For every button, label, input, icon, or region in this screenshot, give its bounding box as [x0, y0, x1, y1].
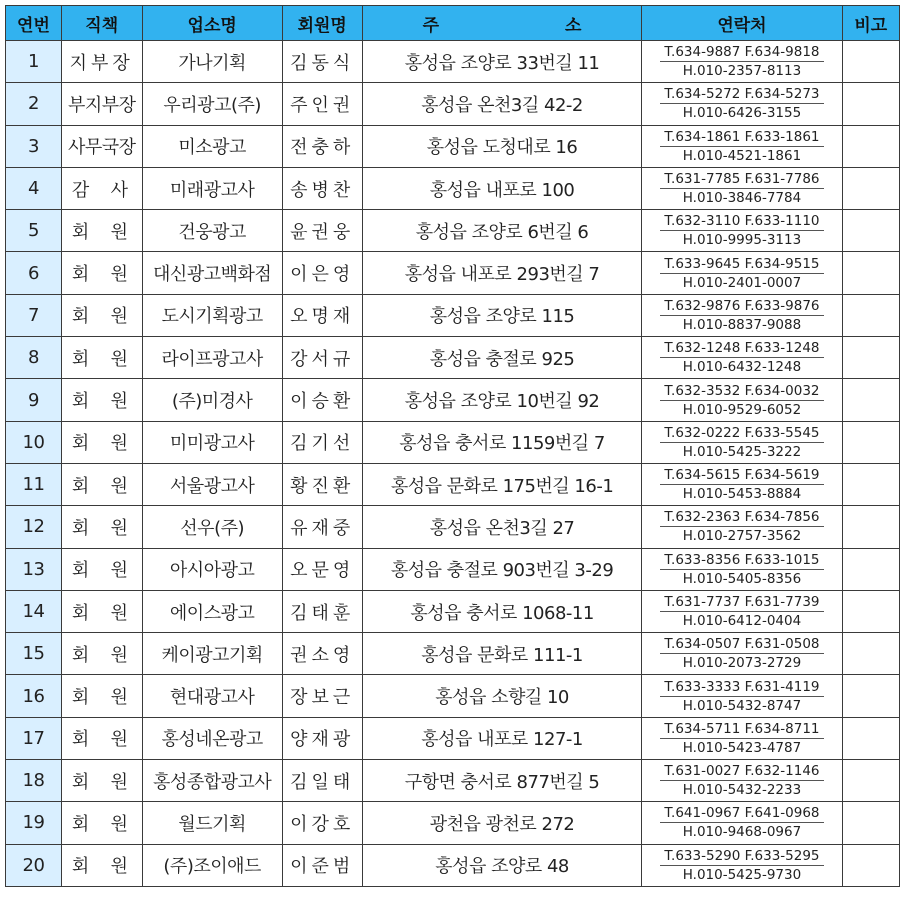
member-name: 이승환 — [282, 379, 362, 421]
header-row — [6, 6, 900, 41]
table-row — [6, 548, 900, 590]
position-char: 원 — [110, 856, 128, 878]
table-row — [6, 760, 900, 802]
table-row — [6, 337, 900, 379]
address: 홍성읍 충절로 925 — [362, 337, 642, 379]
contact-cell — [642, 802, 842, 844]
row-number: 7 — [6, 294, 62, 336]
address: 홍성읍 충서로 1159번길 7 — [362, 421, 642, 463]
mobile-phone: H.010-5432-2233 — [682, 782, 802, 799]
position-char: 회 — [71, 771, 89, 793]
address: 홍성읍 소향길 10 — [362, 675, 642, 717]
position-cell — [61, 802, 142, 844]
mobile-phone: H.010-6432-1248 — [682, 359, 802, 376]
position-text — [62, 260, 142, 286]
mobile-phone: H.010-2357-8113 — [682, 63, 802, 80]
contact-cell — [642, 717, 842, 759]
position-char: 사 — [110, 179, 128, 201]
address: 홍성읍 도청대로 16 — [362, 125, 642, 167]
position-char: 원 — [110, 221, 128, 243]
table-row — [6, 675, 900, 717]
member-name: 권소영 — [282, 633, 362, 675]
note — [842, 83, 900, 125]
table-row — [6, 41, 900, 83]
position-text — [62, 429, 142, 455]
row-number: 11 — [6, 463, 62, 505]
mobile-phone: H.010-3846-7784 — [682, 190, 802, 207]
position-char: 원 — [110, 306, 128, 328]
contact-cell — [642, 548, 842, 590]
member-directory — [5, 5, 900, 887]
member-name: 오문영 — [282, 548, 362, 590]
business-name: 가나기획 — [142, 41, 282, 83]
mobile-phone: H.010-5425-3222 — [682, 443, 802, 460]
phone-fax: T.633-8356 F.633-1015 — [660, 551, 823, 570]
phone-fax: T.634-0507 F.631-0508 — [660, 635, 823, 654]
position-text — [62, 768, 142, 794]
member-table — [5, 5, 900, 887]
phone-fax: T.631-7737 F.631-7739 — [660, 593, 823, 612]
phone-fax: T.633-5290 F.633-5295 — [660, 847, 823, 866]
business-name: 아시아광고 — [142, 548, 282, 590]
position-char: 회 — [71, 813, 89, 835]
row-number: 1 — [6, 41, 62, 83]
contact-cell — [642, 83, 842, 125]
member-name: 황진환 — [282, 463, 362, 505]
position-text — [62, 514, 142, 540]
position-cell — [61, 633, 142, 675]
position-cell — [61, 760, 142, 802]
note — [842, 41, 900, 83]
contact-cell — [642, 844, 842, 886]
position-char: 원 — [110, 391, 128, 413]
contact-cell — [642, 675, 842, 717]
row-number: 13 — [6, 548, 62, 590]
phone-fax: T.631-0027 F.632-1146 — [660, 762, 823, 781]
position-char: 회 — [71, 856, 89, 878]
address: 홍성읍 문화로 111-1 — [362, 633, 642, 675]
position-char: 원 — [110, 813, 128, 835]
position-char: 원 — [110, 729, 128, 751]
position-char: 원 — [110, 264, 128, 286]
position-cell — [61, 675, 142, 717]
header-contact: 연락처 — [642, 6, 842, 41]
business-name: 케이광고기획 — [142, 633, 282, 675]
note — [842, 294, 900, 336]
header-note: 비고 — [842, 6, 900, 41]
note — [842, 717, 900, 759]
position-cell — [61, 41, 142, 83]
address: 구항면 충서로 877번길 5 — [362, 760, 642, 802]
row-number: 8 — [6, 337, 62, 379]
mobile-phone: H.010-5423-4787 — [682, 739, 802, 756]
position-cell — [61, 844, 142, 886]
contact-cell — [642, 210, 842, 252]
position-text: 부지부장 — [67, 94, 136, 116]
row-number: 12 — [6, 506, 62, 548]
header-member: 회원명 — [282, 6, 362, 41]
phone-fax: T.633-9645 F.634-9515 — [660, 255, 823, 274]
table-row — [6, 802, 900, 844]
table-row — [6, 125, 900, 167]
address: 홍성읍 조양로 48 — [362, 844, 642, 886]
member-name: 전충하 — [282, 125, 362, 167]
row-number: 10 — [6, 421, 62, 463]
contact-cell — [642, 379, 842, 421]
position-text — [62, 176, 142, 202]
table-row — [6, 167, 900, 209]
mobile-phone: H.010-5453-8884 — [682, 486, 802, 503]
position-cell — [61, 717, 142, 759]
position-char: 회 — [71, 517, 89, 539]
contact-cell — [642, 633, 842, 675]
note — [842, 167, 900, 209]
table-row — [6, 83, 900, 125]
business-name: (주)조이애드 — [142, 844, 282, 886]
table-row — [6, 717, 900, 759]
table-row — [6, 252, 900, 294]
business-name: 라이프광고사 — [142, 337, 282, 379]
position-text — [62, 683, 142, 709]
note — [842, 590, 900, 632]
address: 홍성읍 조양로 6번길 6 — [362, 210, 642, 252]
position-cell — [61, 506, 142, 548]
mobile-phone: H.010-5425-9730 — [682, 866, 802, 883]
position-char: 회 — [71, 348, 89, 370]
table-row — [6, 506, 900, 548]
header-business: 업소명 — [142, 6, 282, 41]
member-name: 김태훈 — [282, 590, 362, 632]
position-char: 원 — [110, 475, 128, 497]
business-name: 에이스광고 — [142, 590, 282, 632]
member-name: 유재중 — [282, 506, 362, 548]
position-text — [62, 218, 142, 244]
position-text — [62, 852, 142, 878]
address: 홍성읍 조양로 33번길 11 — [362, 41, 642, 83]
member-name: 이강호 — [282, 802, 362, 844]
address: 홍성읍 문화로 175번길 16-1 — [362, 463, 642, 505]
mobile-phone: H.010-9468-0967 — [682, 824, 802, 841]
business-name: (주)미경사 — [142, 379, 282, 421]
position-char: 원 — [110, 517, 128, 539]
address: 홍성읍 충서로 1068-11 — [362, 590, 642, 632]
member-name: 이은영 — [282, 252, 362, 294]
position-char: 감 — [71, 179, 89, 201]
phone-fax: T.632-2363 F.634-7856 — [660, 508, 823, 527]
table-body — [6, 41, 900, 887]
table-row — [6, 210, 900, 252]
contact-cell — [642, 337, 842, 379]
business-name: 선우(주) — [142, 506, 282, 548]
position-text — [62, 387, 142, 413]
position-char: 회 — [71, 687, 89, 709]
contact-cell — [642, 506, 842, 548]
phone-fax: T.631-7785 F.631-7786 — [660, 170, 823, 189]
header-no: 연번 — [6, 6, 62, 41]
business-name: 미소광고 — [142, 125, 282, 167]
table-row — [6, 379, 900, 421]
member-name: 주인권 — [282, 83, 362, 125]
note — [842, 506, 900, 548]
member-name: 이준범 — [282, 844, 362, 886]
business-name: 도시기획광고 — [142, 294, 282, 336]
row-number: 18 — [6, 760, 62, 802]
note — [842, 379, 900, 421]
position-text — [62, 725, 142, 751]
position-cell — [61, 294, 142, 336]
position-text — [62, 641, 142, 667]
mobile-phone: H.010-5405-8356 — [682, 570, 802, 587]
phone-fax: T.632-3532 F.634-0032 — [660, 382, 823, 401]
address: 홍성읍 온천3길 42-2 — [362, 83, 642, 125]
address: 홍성읍 조양로 10번길 92 — [362, 379, 642, 421]
row-number: 3 — [6, 125, 62, 167]
row-number: 19 — [6, 802, 62, 844]
member-name: 김일태 — [282, 760, 362, 802]
table-row — [6, 463, 900, 505]
row-number: 15 — [6, 633, 62, 675]
position-char: 원 — [110, 687, 128, 709]
contact-cell — [642, 167, 842, 209]
position-char: 회 — [71, 221, 89, 243]
note — [842, 760, 900, 802]
note — [842, 210, 900, 252]
table-row — [6, 633, 900, 675]
row-number: 2 — [6, 83, 62, 125]
note — [842, 337, 900, 379]
contact-cell — [642, 421, 842, 463]
business-name: 월드기획 — [142, 802, 282, 844]
position-cell — [61, 463, 142, 505]
phone-fax: T.641-0967 F.641-0968 — [660, 804, 823, 823]
business-name: 홍성네온광고 — [142, 717, 282, 759]
mobile-phone: H.010-2073-2729 — [682, 655, 802, 672]
phone-fax: T.632-9876 F.633-9876 — [660, 297, 823, 316]
position-char: 회 — [71, 306, 89, 328]
business-name: 대신광고백화점 — [142, 252, 282, 294]
member-name: 송병찬 — [282, 167, 362, 209]
position-char: 회 — [71, 644, 89, 666]
position-char: 원 — [110, 433, 128, 455]
member-name: 오명재 — [282, 294, 362, 336]
header-address-label: 주 소 — [422, 15, 642, 36]
address: 홍성읍 온천3길 27 — [362, 506, 642, 548]
member-name: 김기선 — [282, 421, 362, 463]
address: 홍성읍 내포로 100 — [362, 167, 642, 209]
row-number: 6 — [6, 252, 62, 294]
row-number: 5 — [6, 210, 62, 252]
note — [842, 252, 900, 294]
member-name: 윤권웅 — [282, 210, 362, 252]
business-name: 미래광고사 — [142, 167, 282, 209]
position-char: 원 — [110, 644, 128, 666]
position-text — [62, 472, 142, 498]
address: 홍성읍 조양로 115 — [362, 294, 642, 336]
position-cell — [61, 379, 142, 421]
position-text: 지부장 — [69, 52, 134, 74]
phone-fax: T.634-5615 F.634-5619 — [660, 466, 823, 485]
contact-cell — [642, 41, 842, 83]
position-text — [62, 345, 142, 371]
address: 광천읍 광천로 272 — [362, 802, 642, 844]
phone-fax: T.634-1861 F.633-1861 — [660, 128, 823, 147]
business-name: 서울광고사 — [142, 463, 282, 505]
position-cell — [61, 125, 142, 167]
position-text — [62, 599, 142, 625]
note — [842, 421, 900, 463]
position-char: 회 — [71, 602, 89, 624]
position-cell — [61, 421, 142, 463]
phone-fax: T.634-9887 F.634-9818 — [660, 43, 823, 62]
phone-fax: T.632-0222 F.633-5545 — [660, 424, 823, 443]
row-number: 9 — [6, 379, 62, 421]
mobile-phone: H.010-2401-0007 — [682, 274, 802, 291]
contact-cell — [642, 125, 842, 167]
member-name: 양재광 — [282, 717, 362, 759]
row-number: 16 — [6, 675, 62, 717]
position-text — [62, 302, 142, 328]
contact-cell — [642, 252, 842, 294]
mobile-phone: H.010-2757-3562 — [682, 528, 802, 545]
position-char: 회 — [71, 264, 89, 286]
phone-fax: T.632-1248 F.633-1248 — [660, 339, 823, 358]
note — [842, 463, 900, 505]
business-name: 우리광고(주) — [142, 83, 282, 125]
table-row — [6, 590, 900, 632]
position-char: 회 — [71, 391, 89, 413]
mobile-phone: H.010-9995-3113 — [682, 232, 802, 249]
note — [842, 125, 900, 167]
member-name: 김동식 — [282, 41, 362, 83]
header-position: 직책 — [61, 6, 142, 41]
contact-cell — [642, 463, 842, 505]
position-cell — [61, 210, 142, 252]
business-name: 건웅광고 — [142, 210, 282, 252]
mobile-phone: H.010-5432-8747 — [682, 697, 802, 714]
position-cell — [61, 252, 142, 294]
note — [842, 548, 900, 590]
position-char: 회 — [71, 560, 89, 582]
table-row — [6, 421, 900, 463]
row-number: 4 — [6, 167, 62, 209]
mobile-phone: H.010-9529-6052 — [682, 401, 802, 418]
note — [842, 802, 900, 844]
position-char: 원 — [110, 602, 128, 624]
contact-cell — [642, 294, 842, 336]
contact-cell — [642, 590, 842, 632]
position-cell — [61, 590, 142, 632]
position-text — [62, 810, 142, 836]
position-char: 원 — [110, 771, 128, 793]
position-char: 원 — [110, 560, 128, 582]
position-char: 회 — [71, 433, 89, 455]
phone-fax: T.634-5272 F.634-5273 — [660, 85, 823, 104]
business-name: 미미광고사 — [142, 421, 282, 463]
row-number: 17 — [6, 717, 62, 759]
position-cell — [61, 167, 142, 209]
position-char: 회 — [71, 729, 89, 751]
position-text — [62, 556, 142, 582]
position-char: 회 — [71, 475, 89, 497]
phone-fax: T.633-3333 F.631-4119 — [660, 678, 823, 697]
phone-fax: T.634-5711 F.634-8711 — [660, 720, 823, 739]
table-row — [6, 844, 900, 886]
row-number: 14 — [6, 590, 62, 632]
address: 홍성읍 충절로 903번길 3-29 — [362, 548, 642, 590]
business-name: 홍성종합광고사 — [142, 760, 282, 802]
business-name: 현대광고사 — [142, 675, 282, 717]
header-address — [362, 6, 642, 41]
table-row — [6, 294, 900, 336]
note — [842, 844, 900, 886]
position-cell — [61, 337, 142, 379]
mobile-phone: H.010-6426-3155 — [682, 105, 802, 122]
member-name: 강서규 — [282, 337, 362, 379]
note — [842, 633, 900, 675]
mobile-phone: H.010-4521-1861 — [682, 147, 802, 164]
row-number: 20 — [6, 844, 62, 886]
member-name: 장보근 — [282, 675, 362, 717]
phone-fax: T.632-3110 F.633-1110 — [660, 212, 823, 231]
address: 홍성읍 내포로 293번길 7 — [362, 252, 642, 294]
mobile-phone: H.010-8837-9088 — [682, 316, 802, 333]
contact-cell — [642, 760, 842, 802]
note — [842, 675, 900, 717]
address: 홍성읍 내포로 127-1 — [362, 717, 642, 759]
position-cell — [61, 83, 142, 125]
position-char: 원 — [110, 348, 128, 370]
position-cell — [61, 548, 142, 590]
mobile-phone: H.010-6412-0404 — [682, 613, 802, 629]
position-text: 사무국장 — [67, 137, 136, 159]
